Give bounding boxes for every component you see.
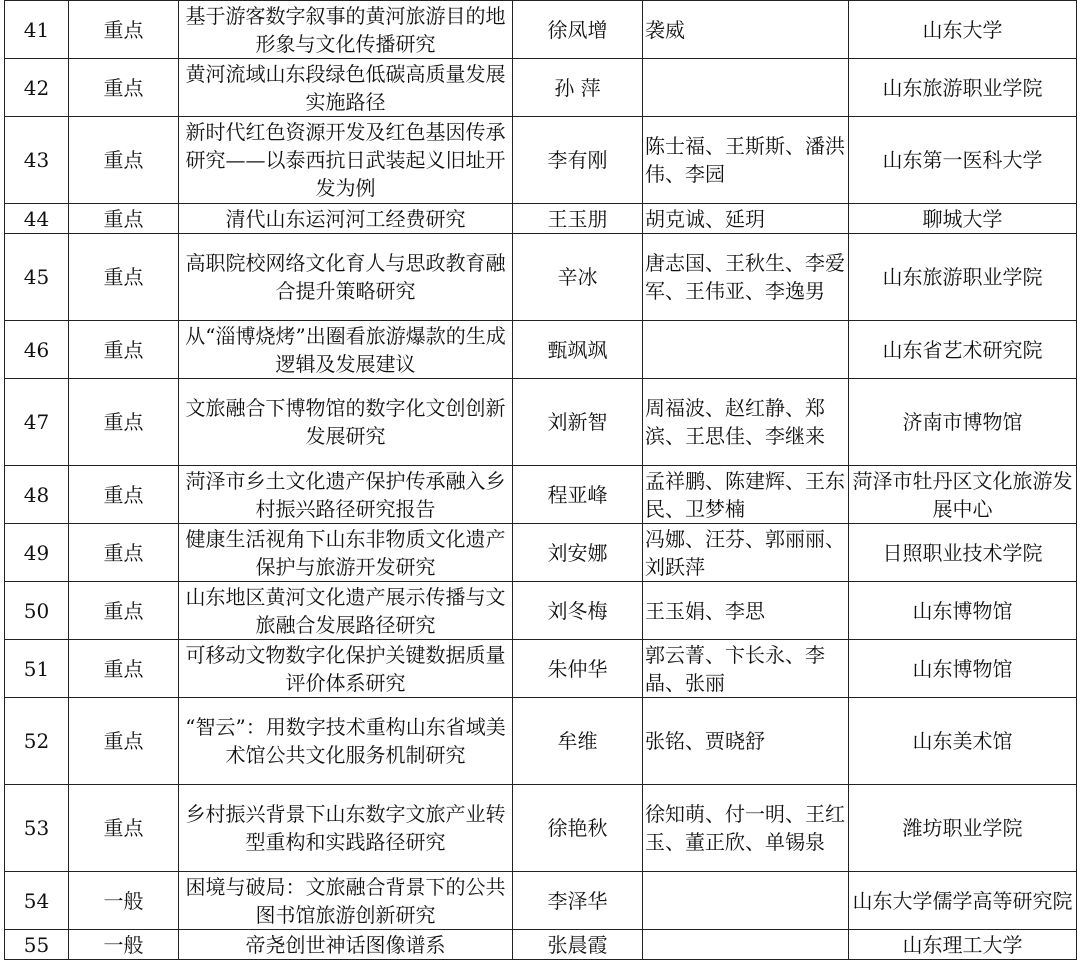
project-title-cell: 健康生活视角下山东非物质文化遗产保护与旅游开发研究	[179, 524, 513, 582]
project-leader-cell: 张晨霞	[513, 930, 643, 960]
organization-cell: 聊城大学	[849, 204, 1077, 234]
table-row	[5, 466, 1077, 524]
project-type-cell: 重点	[69, 698, 179, 785]
table-row	[5, 204, 1077, 234]
project-type-cell: 一般	[69, 930, 179, 960]
project-members-cell: 孟祥鹏、陈建辉、王东民、卫梦楠	[643, 466, 849, 524]
organization-cell: 山东博物馆	[849, 582, 1077, 640]
project-leader-cell: 徐艳秋	[513, 785, 643, 872]
project-title-cell: 从“淄博烧烤”出圈看旅游爆款的生成逻辑及发展建议	[179, 321, 513, 379]
project-title-cell: 山东地区黄河文化遗产展示传播与文旅融合发展路径研究	[179, 582, 513, 640]
table-row	[5, 785, 1077, 872]
project-title-cell: “智云”：用数字技术重构山东省域美术馆公共文化服务机制研究	[179, 698, 513, 785]
table-row	[5, 698, 1077, 785]
project-leader-cell: 牟维	[513, 698, 643, 785]
project-type-cell: 重点	[69, 640, 179, 698]
row-number-cell: 49	[5, 524, 69, 582]
row-number-cell: 48	[5, 466, 69, 524]
project-type-cell: 重点	[69, 117, 179, 204]
row-number-cell: 44	[5, 204, 69, 234]
organization-cell: 山东理工大学	[849, 930, 1077, 960]
project-leader-cell: 甄飒飒	[513, 321, 643, 379]
row-number-cell: 53	[5, 785, 69, 872]
project-members-cell	[643, 930, 849, 960]
project-type-cell: 重点	[69, 234, 179, 321]
project-leader-cell: 李泽华	[513, 872, 643, 930]
project-title-cell: 清代山东运河河工经费研究	[179, 204, 513, 234]
project-type-cell: 重点	[69, 59, 179, 117]
organization-cell: 菏泽市牡丹区文化旅游发展中心	[849, 466, 1077, 524]
organization-cell: 山东大学儒学高等研究院	[849, 872, 1077, 930]
project-type-cell: 重点	[69, 1, 179, 59]
project-members-cell: 徐知萌、付一明、王红玉、董正欣、单锡泉	[643, 785, 849, 872]
project-members-cell	[643, 321, 849, 379]
project-type-cell: 重点	[69, 204, 179, 234]
project-leader-cell: 程亚峰	[513, 466, 643, 524]
row-number-cell: 51	[5, 640, 69, 698]
table-row	[5, 379, 1077, 466]
row-number-cell: 45	[5, 234, 69, 321]
organization-cell: 山东美术馆	[849, 698, 1077, 785]
project-members-cell: 袭威	[643, 1, 849, 59]
project-leader-cell: 王玉朋	[513, 204, 643, 234]
project-title-cell: 帝尧创世神话图像谱系	[179, 930, 513, 960]
row-number-cell: 42	[5, 59, 69, 117]
project-table	[4, 0, 1077, 960]
table-body	[5, 1, 1077, 960]
row-number-cell: 50	[5, 582, 69, 640]
project-title-cell: 菏泽市乡土文化遗产保护传承融入乡村振兴路径研究报告	[179, 466, 513, 524]
row-number-cell: 43	[5, 117, 69, 204]
table-row	[5, 1, 1077, 59]
project-type-cell: 重点	[69, 379, 179, 466]
row-number-cell: 41	[5, 1, 69, 59]
organization-cell: 山东旅游职业学院	[849, 59, 1077, 117]
project-leader-cell: 刘冬梅	[513, 582, 643, 640]
organization-cell: 济南市博物馆	[849, 379, 1077, 466]
project-members-cell: 王玉娟、李思	[643, 582, 849, 640]
project-members-cell: 张铭、贾晓舒	[643, 698, 849, 785]
project-leader-cell: 刘安娜	[513, 524, 643, 582]
table-row	[5, 234, 1077, 321]
project-leader-cell: 徐凤增	[513, 1, 643, 59]
project-title-cell: 基于游客数字叙事的黄河旅游目的地形象与文化传播研究	[179, 1, 513, 59]
project-members-cell	[643, 59, 849, 117]
project-type-cell: 重点	[69, 582, 179, 640]
table-row	[5, 321, 1077, 379]
project-title-cell: 文旅融合下博物馆的数字化文创创新发展研究	[179, 379, 513, 466]
project-title-cell: 高职院校网络文化育人与思政教育融合提升策略研究	[179, 234, 513, 321]
organization-cell: 潍坊职业学院	[849, 785, 1077, 872]
table-row	[5, 872, 1077, 930]
project-leader-cell: 刘新智	[513, 379, 643, 466]
project-leader-cell: 朱仲华	[513, 640, 643, 698]
table-row	[5, 117, 1077, 204]
project-type-cell: 重点	[69, 785, 179, 872]
table-row	[5, 59, 1077, 117]
organization-cell: 日照职业技术学院	[849, 524, 1077, 582]
organization-cell: 山东旅游职业学院	[849, 234, 1077, 321]
project-members-cell: 郭云菁、卞长永、李晶、张丽	[643, 640, 849, 698]
table-row	[5, 582, 1077, 640]
row-number-cell: 47	[5, 379, 69, 466]
project-members-cell: 冯娜、汪芬、郭丽丽、刘跃萍	[643, 524, 849, 582]
project-members-cell: 陈士福、王斯斯、潘洪伟、李园	[643, 117, 849, 204]
row-number-cell: 55	[5, 930, 69, 960]
project-title-cell: 乡村振兴背景下山东数字文旅产业转型重构和实践路径研究	[179, 785, 513, 872]
project-members-cell	[643, 872, 849, 930]
row-number-cell: 54	[5, 872, 69, 930]
project-leader-cell: 李有刚	[513, 117, 643, 204]
project-title-cell: 可移动文物数字化保护关键数据质量评价体系研究	[179, 640, 513, 698]
table-row	[5, 524, 1077, 582]
project-title-cell: 困境与破局：文旅融合背景下的公共图书馆旅游创新研究	[179, 872, 513, 930]
row-number-cell: 46	[5, 321, 69, 379]
organization-cell: 山东省艺术研究院	[849, 321, 1077, 379]
project-type-cell: 重点	[69, 466, 179, 524]
organization-cell: 山东大学	[849, 1, 1077, 59]
organization-cell: 山东博物馆	[849, 640, 1077, 698]
project-members-cell: 唐志国、王秋生、李爱军、王伟亚、李逸男	[643, 234, 849, 321]
project-leader-cell: 辛冰	[513, 234, 643, 321]
project-type-cell: 一般	[69, 872, 179, 930]
row-number-cell: 52	[5, 698, 69, 785]
project-members-cell: 胡克诚、延玥	[643, 204, 849, 234]
table-row	[5, 930, 1077, 960]
table-row	[5, 640, 1077, 698]
project-type-cell: 重点	[69, 524, 179, 582]
project-type-cell: 重点	[69, 321, 179, 379]
project-title-cell: 黄河流域山东段绿色低碳高质量发展实施路径	[179, 59, 513, 117]
organization-cell: 山东第一医科大学	[849, 117, 1077, 204]
project-leader-cell: 孙 萍	[513, 59, 643, 117]
project-title-cell: 新时代红色资源开发及红色基因传承研究——以泰西抗日武装起义旧址开发为例	[179, 117, 513, 204]
project-members-cell: 周福波、赵红静、郑滨、王思佳、李继来	[643, 379, 849, 466]
